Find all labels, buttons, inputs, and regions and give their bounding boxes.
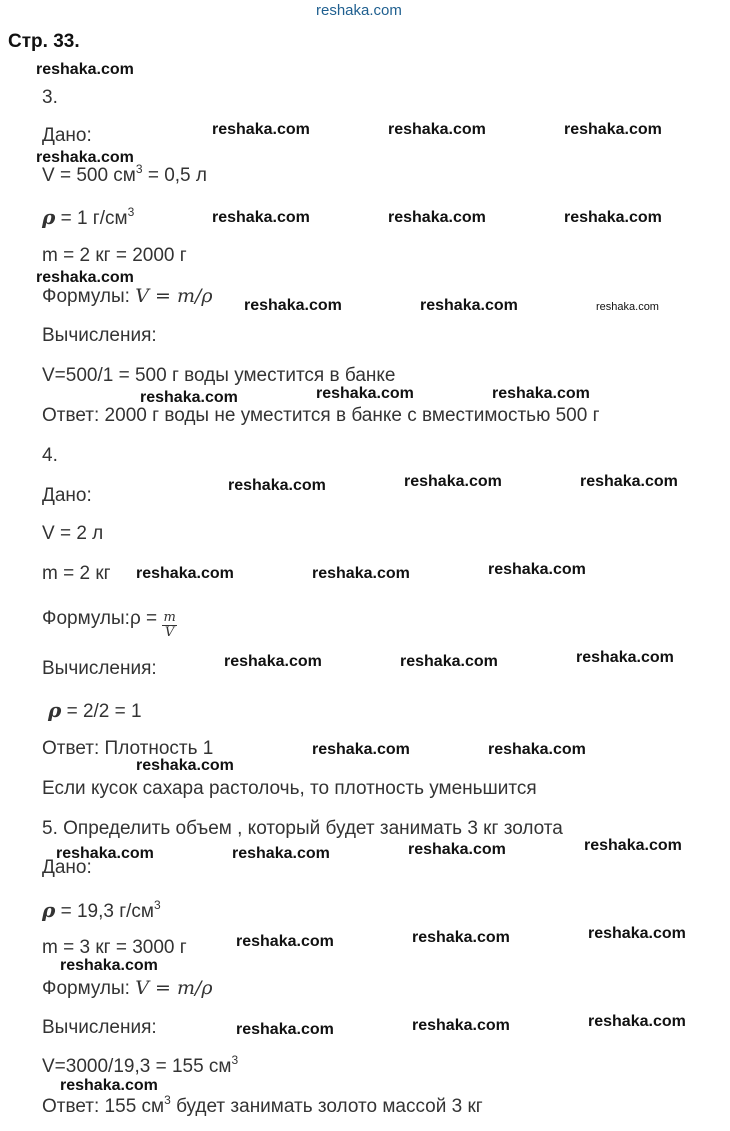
watermark: reshaka.com bbox=[60, 1077, 158, 1094]
problem-5-mass: m = 3 кг = 3000 г bbox=[42, 937, 187, 958]
problem-4-answer: Ответ: Плотность 1 bbox=[42, 738, 214, 759]
watermark: reshaka.com bbox=[404, 473, 502, 490]
cube-sup: 3 bbox=[154, 898, 161, 912]
calc-text: = 2/2 = 1 bbox=[61, 701, 142, 722]
watermark: reshaka.com bbox=[316, 385, 414, 402]
problem-4-note: Если кусок сахара растолочь, то плотность уменьшится bbox=[42, 778, 537, 799]
watermark: reshaka.com bbox=[388, 121, 486, 138]
volume-text-tail: = 0,5 л bbox=[142, 165, 207, 186]
watermark: reshaka.com bbox=[584, 837, 682, 854]
problem-4-given-label: Дано: bbox=[42, 485, 92, 506]
volume-text: V = 500 см bbox=[42, 165, 136, 186]
problem-4-number: 4. bbox=[42, 445, 58, 466]
watermark: reshaka.com bbox=[244, 297, 342, 314]
watermark: reshaka.com bbox=[400, 653, 498, 670]
problem-3-answer: Ответ: 2000 г воды не уместится в банке с вместимостью 500 г bbox=[42, 405, 600, 426]
watermark: reshaka.com bbox=[420, 297, 518, 314]
cube-sup: 3 bbox=[127, 205, 135, 219]
fraction bbox=[162, 611, 176, 640]
watermark: reshaka.com bbox=[412, 929, 510, 946]
watermark: reshaka.com bbox=[580, 473, 678, 490]
formulas-label: Формулы: bbox=[42, 608, 130, 629]
problem-5-formulas bbox=[42, 977, 213, 1000]
watermark: reshaka.com bbox=[36, 149, 134, 166]
answer-text: Ответ: 155 см bbox=[42, 1096, 165, 1117]
watermark: reshaka.com bbox=[60, 957, 158, 974]
watermark: reshaka.com bbox=[576, 649, 674, 666]
rho-symbol: ρ bbox=[48, 698, 62, 722]
watermark: reshaka.com bbox=[236, 933, 334, 950]
problem-5-heading: 5. Определить объем , который будет занимать 3 кг золота bbox=[42, 818, 563, 839]
problem-5-given-label: Дано: bbox=[42, 857, 92, 878]
formula: V = m/ρ bbox=[135, 285, 213, 307]
rho-symbol: ρ bbox=[42, 898, 56, 922]
watermark: reshaka.com bbox=[412, 1017, 510, 1034]
density-text: = 1 г/см bbox=[55, 208, 128, 229]
watermark: reshaka.com bbox=[56, 845, 154, 862]
problem-3-number: 3. bbox=[42, 87, 58, 108]
problem-5-density bbox=[42, 898, 161, 923]
watermark-top: reshaka.com bbox=[316, 2, 402, 19]
formulas-label: Формулы: bbox=[42, 286, 136, 307]
rho-symbol: ρ bbox=[42, 205, 56, 229]
problem-5-calc-label: Вычисления: bbox=[42, 1017, 157, 1038]
watermark: reshaka.com bbox=[136, 757, 234, 774]
watermark: reshaka.com bbox=[224, 653, 322, 670]
formula-lhs: ρ = bbox=[129, 608, 163, 629]
answer-text-tail: будет занимать золото массой 3 кг bbox=[170, 1096, 483, 1117]
cube-sup: 3 bbox=[164, 1093, 171, 1107]
watermark: reshaka.com bbox=[488, 741, 586, 758]
page-title: Стр. 33. bbox=[8, 31, 80, 52]
problem-3-volume bbox=[42, 162, 207, 187]
watermark: reshaka.com bbox=[488, 561, 586, 578]
watermark: reshaka.com bbox=[140, 389, 238, 406]
watermark: reshaka.com bbox=[236, 1021, 334, 1038]
watermark: reshaka.com bbox=[312, 565, 410, 582]
problem-4-formulas bbox=[42, 608, 177, 640]
watermark: reshaka.com bbox=[136, 565, 234, 582]
watermark: reshaka.com bbox=[588, 1013, 686, 1030]
watermark: reshaka.com bbox=[588, 925, 686, 942]
watermark: reshaka.com bbox=[596, 301, 659, 313]
watermark: reshaka.com bbox=[212, 121, 310, 138]
watermark: reshaka.com bbox=[228, 477, 326, 494]
problem-3-calc: V=500/1 = 500 г воды уместится в банке bbox=[42, 365, 396, 386]
watermark: reshaka.com bbox=[388, 209, 486, 226]
problem-4-mass: m = 2 кг bbox=[42, 563, 111, 584]
watermark: reshaka.com bbox=[564, 209, 662, 226]
watermark: reshaka.com bbox=[232, 845, 330, 862]
watermark: reshaka.com bbox=[492, 385, 590, 402]
watermark: reshaka.com bbox=[408, 841, 506, 858]
problem-4-calc-label: Вычисления: bbox=[42, 658, 157, 679]
calc-text: V=3000/19,3 = 155 см bbox=[42, 1056, 232, 1077]
problem-5-calc bbox=[42, 1053, 239, 1078]
watermark: reshaka.com bbox=[212, 209, 310, 226]
problem-3-calc-label: Вычисления: bbox=[42, 325, 157, 346]
watermark: reshaka.com bbox=[36, 61, 134, 78]
problem-5-answer bbox=[42, 1093, 483, 1118]
problem-4-volume: V = 2 л bbox=[42, 523, 104, 544]
watermark: reshaka.com bbox=[36, 269, 134, 286]
watermark: reshaka.com bbox=[564, 121, 662, 138]
problem-3-given-label: Дано: bbox=[42, 125, 92, 146]
formulas-label: Формулы: bbox=[42, 978, 136, 999]
problem-3-density bbox=[42, 205, 134, 230]
density-text: = 19,3 г/см bbox=[55, 901, 154, 922]
problem-3-formulas bbox=[42, 285, 213, 308]
watermark: reshaka.com bbox=[312, 741, 410, 758]
problem-4-calc bbox=[48, 698, 142, 723]
cube-sup: 3 bbox=[231, 1053, 239, 1067]
formula: V = m/ρ bbox=[135, 977, 213, 999]
cube-sup: 3 bbox=[135, 162, 143, 176]
fraction-numerator: m bbox=[163, 610, 176, 625]
problem-3-mass: m = 2 кг = 2000 г bbox=[42, 245, 187, 266]
fraction-denominator: V bbox=[164, 625, 175, 640]
